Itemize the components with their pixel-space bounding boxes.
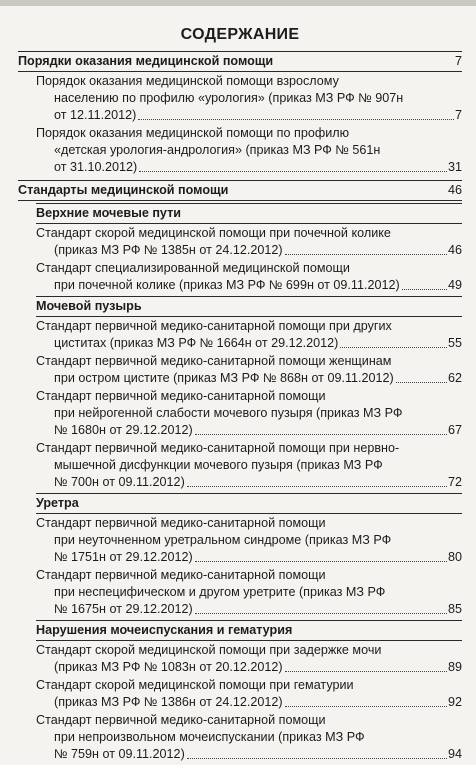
entry-text-line: № 1680н от 29.12.2012): [54, 423, 193, 437]
toc-entry[interactable]: [36, 440, 462, 491]
dot-leader: [138, 119, 454, 120]
page-number: 92: [447, 695, 462, 709]
entry-text-line: циститах (приказ МЗ РФ № 1664н от 29.12.2012): [54, 336, 339, 350]
subsection-heading[interactable]: Нарушения мочеиспускания и гематурия: [36, 620, 462, 641]
entry-text-line: «детская урология-андрология» (приказ МЗ РФ № 561н: [54, 143, 381, 157]
entry-text-line: (приказ МЗ РФ № 1385н от 24.12.2012): [54, 243, 283, 257]
toc-entry[interactable]: [36, 125, 462, 176]
toc-entry[interactable]: [36, 677, 462, 711]
toc-entry[interactable]: [36, 353, 462, 387]
page-number: 7: [454, 108, 462, 122]
entry-text-line: от 12.11.2012): [54, 108, 137, 122]
dot-leader: [195, 561, 447, 562]
dot-leader: [195, 434, 447, 435]
section-heading-text: Порядки оказания медицинской помощи: [18, 54, 274, 68]
toc-entry[interactable]: [36, 515, 462, 566]
entry-text-line: при неуточненном уретральном синдроме (приказ МЗ РФ: [54, 533, 392, 547]
toc-section: [18, 180, 462, 763]
section-heading[interactable]: [18, 180, 462, 201]
entry-text-line: при остром цистите (приказ МЗ РФ № 868н от 09.11.2012): [54, 371, 394, 385]
page-number: 80: [447, 550, 462, 564]
dot-leader: [187, 486, 447, 487]
page-number: 67: [447, 423, 462, 437]
dot-leader: [195, 613, 447, 614]
entry-text-line: Порядок оказания медицинской помощи взрослому: [36, 74, 339, 88]
entry-text-line: мышечной дисфункции мочевого пузыря (приказ МЗ РФ: [54, 458, 383, 472]
entry-text-line: № 1675н от 29.12.2012): [54, 602, 193, 616]
page-number: 72: [447, 475, 462, 489]
subsection-heading[interactable]: Верхние мочевые пути: [36, 203, 462, 224]
dot-leader: [187, 758, 447, 759]
section-heading-text: Стандарты медицинской помощи: [18, 183, 229, 197]
toc-entry[interactable]: [36, 318, 462, 352]
dot-leader: [285, 706, 447, 707]
entry-text-line: Стандарт первичной медико-санитарной помощи при нервно-: [36, 441, 400, 455]
subsection-heading[interactable]: Уретра: [36, 493, 462, 514]
page-number: 7: [454, 54, 462, 68]
entry-text-line: населению по профилю «урология» (приказ МЗ РФ № 907н: [54, 91, 404, 105]
toc-entry[interactable]: [36, 567, 462, 618]
entry-text-line: при неспецифическом и другом уретрите (приказ МЗ РФ: [54, 585, 386, 599]
entry-text-line: № 759н от 09.11.2012): [54, 747, 185, 761]
page-number: 46: [447, 243, 462, 257]
page-title: СОДЕРЖАНИЕ: [180, 26, 300, 43]
subsection-heading[interactable]: Мочевой пузырь: [36, 296, 462, 317]
toc-entry[interactable]: [36, 260, 462, 294]
entry-text-line: от 31.10.2012): [54, 160, 138, 174]
entry-text-line: при непроизвольном мочеиспускании (приказ МЗ РФ: [54, 730, 365, 744]
entry-text-line: Стандарт первичной медико-санитарной помощи: [36, 713, 326, 727]
entry-text-line: Стандарт первичной медико-санитарной помощи женщинам: [36, 354, 392, 368]
entry-text-line: при почечной колике (приказ МЗ РФ № 699н от 09.11.2012): [54, 278, 400, 292]
toc-page: [18, 22, 462, 765]
page-number: 31: [447, 160, 462, 174]
entry-text-line: Стандарт первичной медико-санитарной помощи: [36, 568, 326, 582]
page-number: 89: [447, 660, 462, 674]
section-heading[interactable]: [18, 51, 462, 72]
toc-entry[interactable]: [36, 73, 462, 124]
page-number: 85: [447, 602, 462, 616]
entry-text-line: Стандарт скорой медицинской помощи при почечной колике: [36, 226, 391, 240]
entry-text-line: Стандарт первичной медико-санитарной помощи: [36, 516, 326, 530]
toc-section: [18, 51, 462, 176]
entry-text-line: Стандарт первичной медико-санитарной помощи: [36, 389, 326, 403]
toc-entry[interactable]: [36, 712, 462, 763]
dot-leader: [285, 254, 447, 255]
page-number: 46: [447, 183, 462, 197]
entry-text-line: (приказ МЗ РФ № 1386н от 24.12.2012): [54, 695, 283, 709]
entry-text-line: № 1751н от 29.12.2012): [54, 550, 193, 564]
entry-text-line: (приказ МЗ РФ № 1083н от 20.12.2012): [54, 660, 283, 674]
toc-entry[interactable]: [36, 388, 462, 439]
page-number: 62: [447, 371, 462, 385]
page-number: 94: [447, 747, 462, 761]
page-number: 55: [447, 336, 462, 350]
toc-entry[interactable]: [36, 225, 462, 259]
page-top-bleed: [0, 0, 476, 6]
entry-text-line: № 700н от 09.11.2012): [54, 475, 185, 489]
entry-text-line: Стандарт скорой медицинской помощи при гематурии: [36, 678, 354, 692]
dot-leader: [396, 382, 447, 383]
dot-leader: [340, 347, 447, 348]
dot-leader: [285, 671, 447, 672]
entry-text-line: при нейрогенной слабости мочевого пузыря (приказ МЗ РФ: [54, 406, 403, 420]
dot-leader: [402, 289, 447, 290]
page-number: 49: [447, 278, 462, 292]
dot-leader: [139, 171, 447, 172]
toc-entry[interactable]: [36, 642, 462, 676]
entry-text-line: Стандарт скорой медицинской помощи при задержке мочи: [36, 643, 382, 657]
entry-text-line: Стандарт специализированной медицинской помощи: [36, 261, 350, 275]
entry-text-line: Порядок оказания медицинской помощи по профилю: [36, 126, 350, 140]
entry-text-line: Стандарт первичной медико-санитарной помощи при других: [36, 319, 392, 333]
